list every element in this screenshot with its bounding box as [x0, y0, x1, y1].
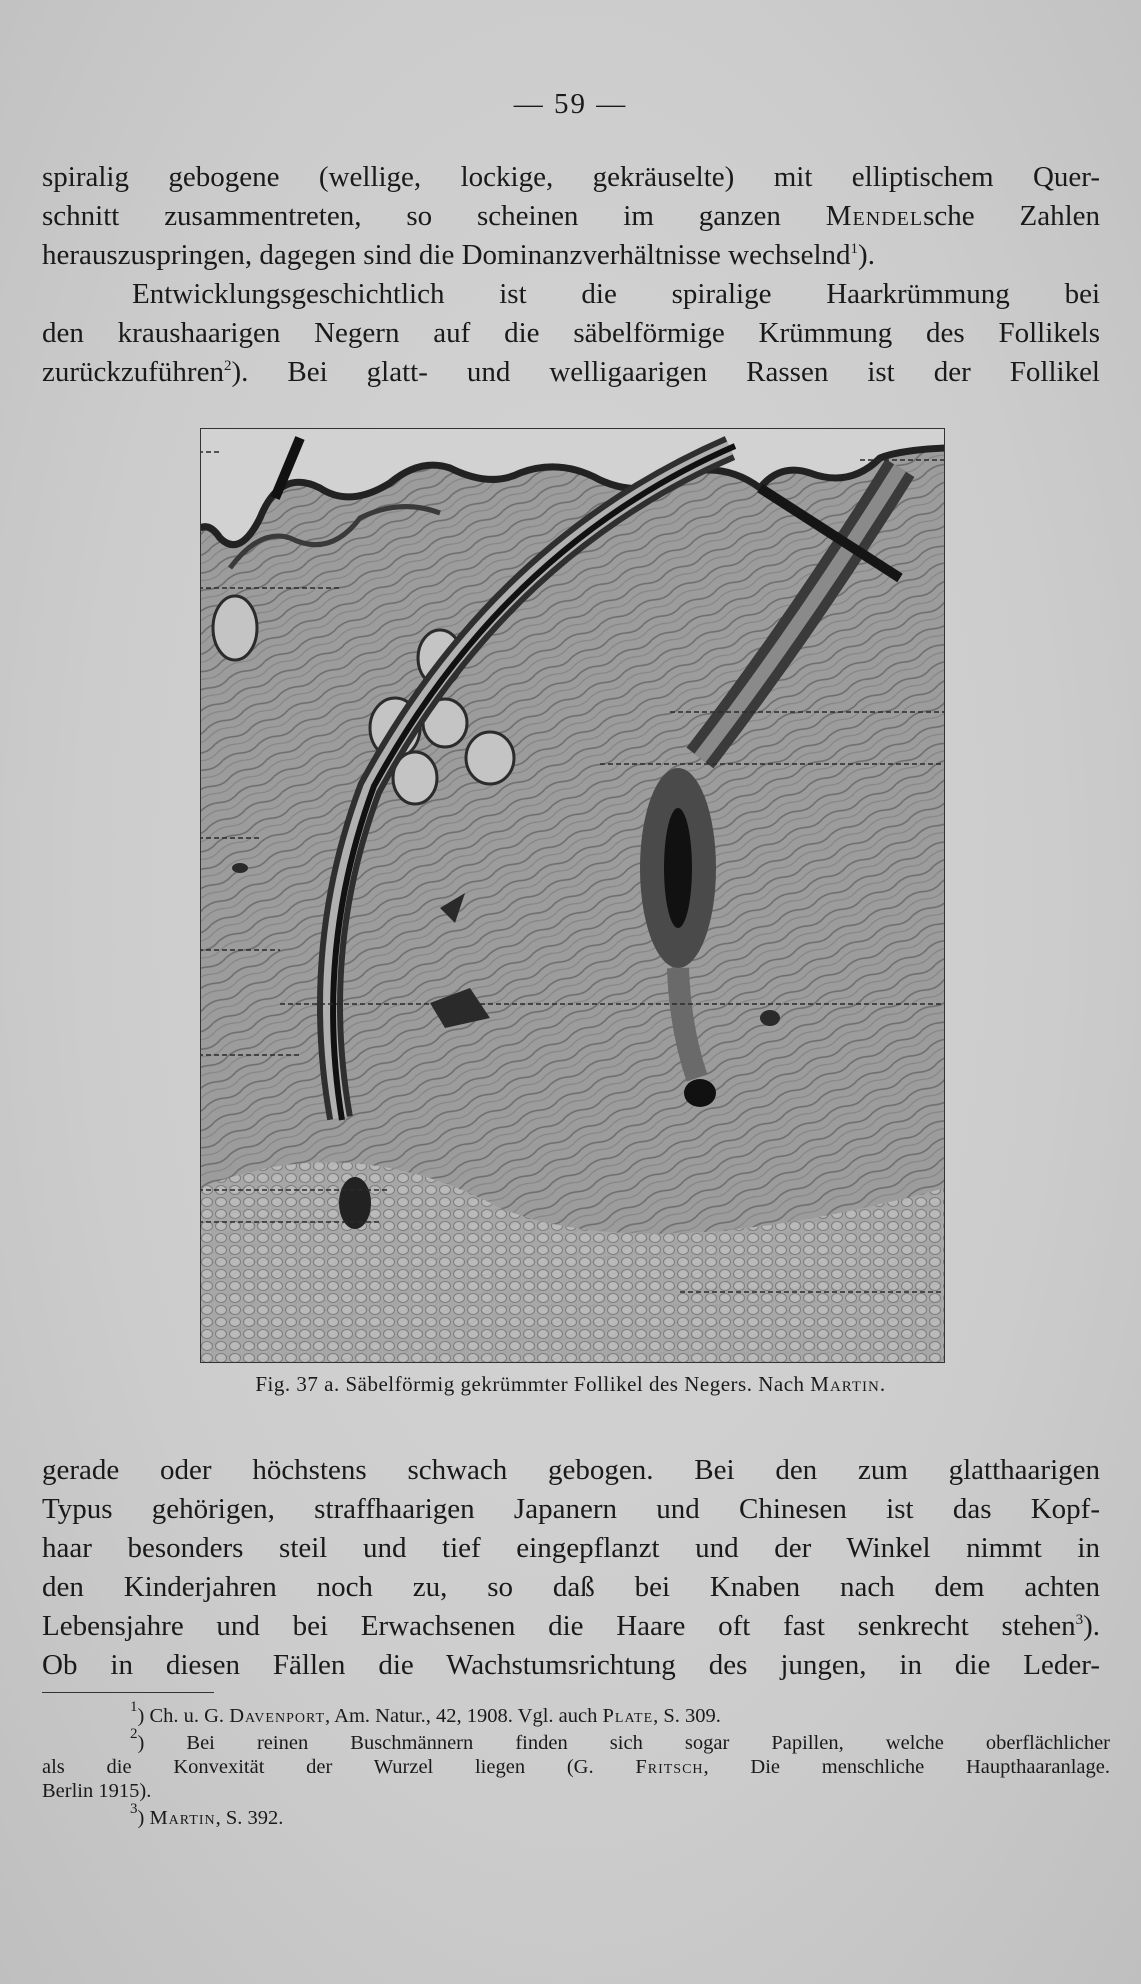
author-name: Fritsch	[635, 1756, 704, 1778]
text-span: schnitt zusammentreten, so scheinen im ganzen	[42, 200, 781, 232]
text-line: den kraushaarigen Negern auf die säbelförmige Krümmung des Follikels	[42, 317, 1100, 349]
footnote-1	[42, 1699, 1110, 1728]
caption-text: Fig. 37 a. Säbelförmig gekrümmter Follikel des Negers. Nach	[255, 1372, 805, 1396]
footnote-2-line-2	[42, 1755, 1110, 1779]
text-line: Ob in diesen Fällen die Wachstumsrichtung des jungen, in die Leder-	[42, 1649, 1100, 1681]
follicle-core	[664, 808, 692, 928]
footnote-3: $^3$) Martin, S. 392.	[130, 1801, 284, 1829]
paragraph-1	[42, 158, 1100, 275]
paragraph-2	[42, 275, 1100, 392]
footnotes	[42, 1699, 1110, 1830]
footnote-text: als die Konvexität der Wurzel liegen (G.	[42, 1756, 594, 1778]
author-name: Martin	[149, 1807, 216, 1829]
text-span: ). Bei glatt- und welligaarigen Rassen ist der Follikel	[231, 356, 1100, 388]
footnote-text: ) Bei reinen Buschmännern finden sich sogar Papillen, welche oberflächlicher	[137, 1732, 1110, 1754]
text-line: gerade oder höchstens schwach gebogen. Bei den zum glatthaarigen	[42, 1454, 1100, 1486]
author-name: Mendel	[825, 200, 924, 232]
footnote-text: , S. 392.	[215, 1807, 284, 1829]
text-span: Lebensjahre und bei Erwachsenen die Haare oft fast senkrecht stehen	[42, 1610, 1076, 1642]
text-span: zurückzuführen	[42, 356, 224, 388]
text-line: den Kinderjahren noch zu, so daß bei Knaben nach dem achten	[42, 1571, 1100, 1603]
author-name: Davenport	[229, 1705, 326, 1727]
follicle-drawing	[200, 428, 945, 1363]
footnote-ref: 3	[1075, 1612, 1084, 1628]
text-line	[42, 353, 1100, 392]
footnote-text: , S. 309.	[653, 1705, 721, 1727]
text-line: spiralig gebogene (wellige, lockige, gekräuselte) mit elliptischem Quer-	[42, 161, 1100, 193]
footnote-mark: 1	[130, 1699, 138, 1715]
caption-end: .	[879, 1372, 886, 1396]
footnote-text: , Am. Natur., 42, 1908. Vgl. auch	[325, 1705, 598, 1727]
footnote-text: , Die menschliche Haupthaaranlage.	[703, 1756, 1110, 1778]
footnote-ref: 1	[850, 241, 859, 257]
author-name: Plate	[602, 1705, 654, 1727]
page-number: — 59 —	[513, 88, 628, 120]
text-span: ).	[1083, 1610, 1100, 1642]
footnote-2-line-3: Berlin 1915).	[42, 1780, 152, 1802]
footnote-text: ) Ch. u. G.	[137, 1705, 225, 1727]
hair-bulb	[339, 1177, 371, 1229]
text-line	[42, 1607, 1100, 1646]
footnote-mark: 3	[130, 1801, 138, 1817]
text-line	[42, 197, 1100, 236]
text-line: haar besonders steil und tief eingepflanzt und der Winkel nimmt in	[42, 1532, 1100, 1564]
text-line	[42, 236, 1100, 275]
caption-author: Martin	[810, 1372, 880, 1396]
follicle-illustration	[200, 428, 945, 1363]
figure-caption	[0, 1372, 1141, 1397]
text-span: herauszuspringen, dagegen sind die Dominanzverhältnisse wechselnd	[42, 239, 851, 271]
footnote-rule	[42, 1692, 214, 1693]
footnote-2	[42, 1726, 1110, 1755]
text-span: ).	[858, 239, 875, 271]
text-line: Typus gehörigen, straffhaarigen Japanern und Chinesen ist das Kopf-	[42, 1493, 1100, 1525]
footnote-mark: 2	[130, 1726, 138, 1742]
footnote-ref: 2	[223, 358, 232, 374]
papilla	[684, 1079, 716, 1107]
text-span: sche Zahlen	[923, 200, 1100, 232]
text-line: Entwicklungsgeschichtlich ist die spiralige Haarkrümmung bei	[132, 278, 1100, 310]
paragraph-3	[42, 1451, 1100, 1685]
